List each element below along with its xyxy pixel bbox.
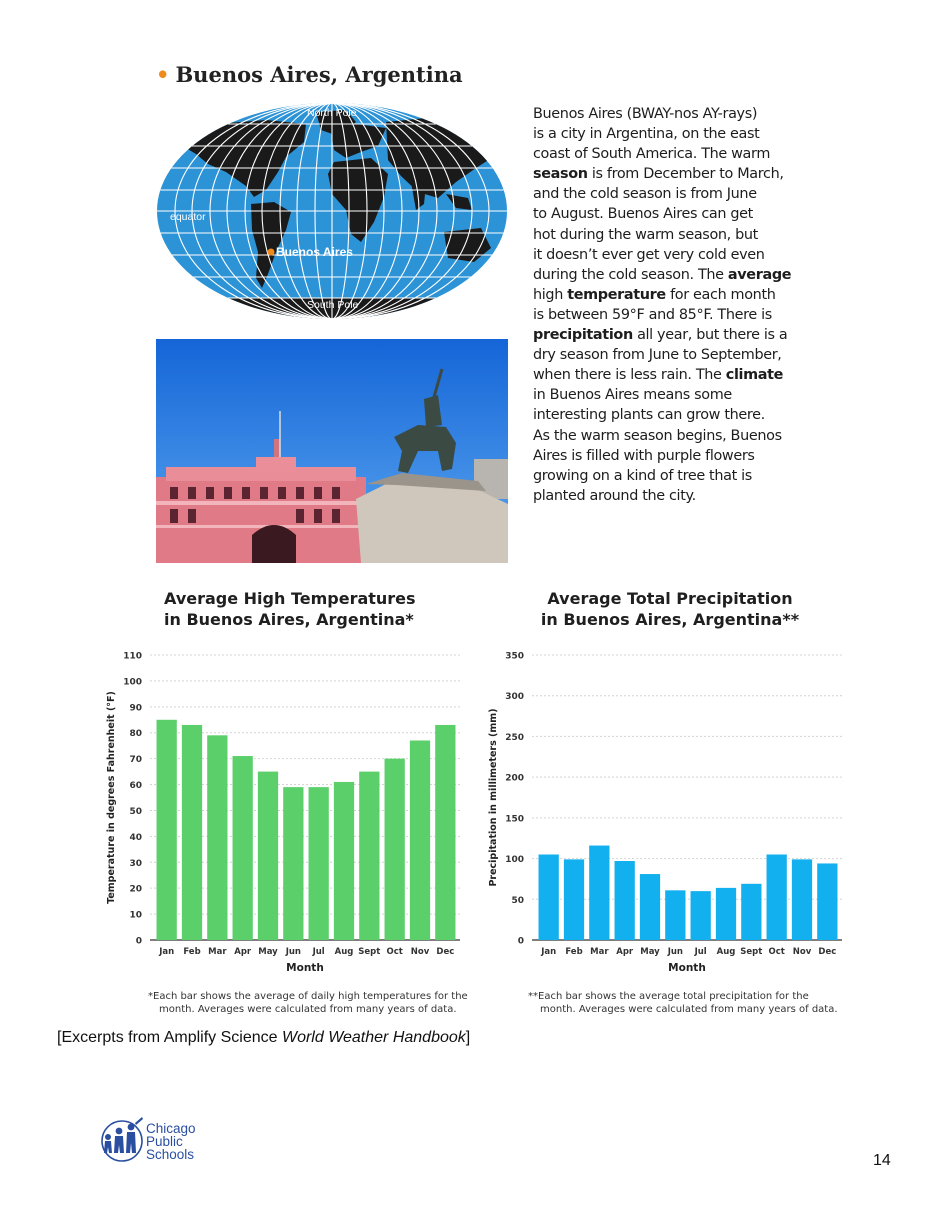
description-text-run: growing on a kind of tree that is [533, 467, 752, 484]
temperature-x-axis-label: Month [286, 962, 324, 974]
heading-title: Buenos Aires, Argentina [175, 62, 463, 87]
precipitation-bar-jun [665, 890, 685, 940]
description-text-run: hot during the warm season, but [533, 226, 758, 243]
temperature-x-tick-label: Sept [358, 947, 381, 957]
precipitation-y-axis-label: Precipitation in millimeters (mm) [488, 708, 499, 887]
description-line [533, 365, 795, 385]
description-text-run: to August. Buenos Aires can get [533, 206, 753, 223]
temperature-y-tick-label: 50 [129, 806, 142, 817]
precipitation-y-tick-label: 150 [505, 814, 524, 825]
precipitation-bar-sept [741, 884, 761, 940]
description-text-run: interesting plants can grow there. [533, 407, 765, 424]
cps-logo-figures-icon [98, 1115, 146, 1163]
precipitation-bar-chart [482, 645, 852, 980]
description-text-run: As the warm season begins, Buenos [533, 427, 782, 444]
precipitation-footnote [528, 990, 858, 1016]
description-line [533, 426, 795, 446]
temperature-footnote-line2: month. Averages were calculated from many years of data. [159, 1004, 457, 1015]
description-text-run: during the cold season. The [533, 266, 728, 283]
temperature-bar-mar [207, 735, 227, 940]
temperature-y-tick-label: 100 [123, 677, 142, 688]
casa-rosada-photo [156, 339, 508, 563]
north-pole-label: North Pole [307, 107, 357, 119]
description-line [533, 405, 795, 425]
temperature-bar-apr [233, 756, 253, 940]
precipitation-bar-apr [615, 861, 635, 940]
source-citation [57, 1029, 470, 1047]
description-text-run: it doesn’t ever get very cold even [533, 246, 765, 263]
temperature-x-tick-label: Dec [436, 947, 455, 957]
temperature-chart-title-line1: Average High Temperatures [164, 589, 416, 608]
description-line [533, 164, 795, 184]
source-suffix: ] [465, 1029, 471, 1046]
temperature-x-tick-label: Feb [183, 947, 201, 957]
description-line [533, 446, 795, 466]
precipitation-bar-jan [539, 855, 559, 941]
temperature-x-tick-label: Jan [159, 947, 175, 957]
temperature-bar-feb [182, 725, 202, 940]
world-map-graphic [156, 102, 508, 320]
description-text-run: dry season from June to September, [533, 347, 782, 364]
temperature-bar-chart [100, 645, 470, 980]
vocabulary-term: average [727, 266, 792, 283]
description-text-run: is between 59°F and 85°F. There is [533, 306, 772, 323]
page-heading [156, 62, 463, 87]
temperature-y-tick-label: 30 [129, 858, 142, 869]
precipitation-x-tick-label: Jun [667, 947, 683, 957]
precipitation-chart-title-line1: Average Total Precipitation [547, 589, 793, 608]
precipitation-bar-nov [792, 859, 812, 940]
temperature-y-tick-label: 10 [129, 910, 142, 921]
precipitation-y-tick-label: 250 [505, 732, 524, 743]
precipitation-bar-feb [564, 859, 584, 940]
logo-line1: Chicago [146, 1121, 196, 1136]
precipitation-x-tick-label: Jan [541, 947, 557, 957]
temperature-x-tick-label: Mar [208, 947, 227, 957]
temperature-bar-nov [410, 741, 430, 941]
description-text-run: high [533, 286, 568, 303]
heading-bullet: • [156, 62, 170, 87]
temperature-y-tick-label: 20 [129, 884, 142, 895]
temperature-y-tick-label: 40 [129, 832, 142, 843]
precipitation-x-tick-label: Sept [740, 947, 763, 957]
description-line [533, 325, 795, 345]
precipitation-chart-title [520, 588, 820, 630]
cps-logo [98, 1113, 228, 1165]
precipitation-chart-title-line2: in Buenos Aires, Argentina** [540, 610, 800, 629]
precipitation-x-tick-label: Aug [716, 947, 736, 957]
description-line [533, 225, 795, 245]
precipitation-footnote-line2: month. Averages were calculated from many years of data. [540, 1004, 838, 1015]
description-text-run: for each month [665, 286, 776, 303]
vocabulary-term: season [533, 166, 588, 183]
description-line [533, 486, 795, 506]
precipitation-x-tick-label: Dec [818, 947, 837, 957]
buenos-aires-marker [268, 249, 275, 256]
precipitation-y-tick-label: 100 [505, 855, 524, 866]
vocabulary-term: temperature [567, 286, 666, 303]
precipitation-x-tick-label: Apr [616, 947, 634, 957]
source-title: World Weather Handbook [281, 1029, 466, 1046]
description-line [533, 104, 795, 124]
precipitation-x-axis-label: Month [668, 962, 706, 974]
photo-graphic [156, 339, 508, 563]
temperature-chart-title-line2: in Buenos Aires, Argentina* [164, 610, 414, 629]
temperature-bar-dec [435, 725, 455, 940]
description-text-run: coast of South America. The warm [533, 146, 771, 163]
temperature-bar-jan [157, 720, 177, 940]
description-text-run: when there is less rain. The [533, 367, 726, 384]
precipitation-footnote-line1: **Each bar shows the average total precipitation for the [528, 991, 809, 1002]
page-number: 14 [873, 1152, 891, 1169]
precipitation-x-tick-label: Jul [694, 947, 707, 957]
city-label: Buenos Aires [276, 245, 353, 259]
description-line [533, 124, 795, 144]
temperature-y-tick-label: 60 [129, 781, 142, 792]
description-line [533, 345, 795, 365]
temperature-x-tick-label: Oct [386, 947, 403, 957]
temperature-bar-oct [385, 759, 405, 940]
precipitation-bar-jul [691, 891, 711, 940]
world-map [156, 102, 508, 320]
temperature-footnote [148, 990, 478, 1016]
temperature-bar-aug [334, 782, 354, 940]
vocabulary-term: precipitation [533, 327, 633, 344]
temperature-x-tick-label: Nov [410, 947, 430, 957]
temperature-bar-jul [309, 787, 329, 940]
temperature-x-tick-label: Apr [234, 947, 252, 957]
temperature-footnote-line1: *Each bar shows the average of daily high temperatures for the [148, 991, 468, 1002]
temperature-y-tick-label: 110 [123, 651, 142, 662]
description-line [533, 385, 795, 405]
precipitation-y-tick-label: 350 [505, 651, 524, 662]
description-text [533, 104, 795, 506]
precipitation-bar-mar [589, 846, 609, 940]
temperature-y-axis-label: Temperature in degrees Fahrenheit (°F) [106, 691, 117, 904]
temperature-chart-title [130, 588, 440, 630]
temperature-x-tick-label: May [258, 947, 278, 957]
precipitation-bar-may [640, 874, 660, 940]
description-line [533, 466, 795, 486]
precipitation-y-tick-label: 300 [505, 692, 524, 703]
precipitation-bar-oct [767, 855, 787, 941]
description-line [533, 285, 795, 305]
temperature-y-tick-label: 90 [129, 703, 142, 714]
precipitation-x-tick-label: Oct [768, 947, 785, 957]
temperature-x-tick-label: Aug [334, 947, 354, 957]
precipitation-bar-aug [716, 888, 736, 940]
logo-line3: Schools [146, 1147, 195, 1162]
description-text-run: is a city in Argentina, on the east [533, 126, 760, 143]
source-prefix: [Excerpts from Amplify Science [57, 1029, 282, 1046]
temperature-y-tick-label: 0 [135, 936, 142, 947]
precipitation-y-tick-label: 50 [511, 895, 524, 906]
south-pole-label: South Pole [307, 299, 359, 311]
temperature-bar-jun [283, 787, 303, 940]
description-text-run: and the cold season is from June [533, 186, 757, 203]
temperature-y-tick-label: 80 [129, 729, 142, 740]
precipitation-x-tick-label: Mar [590, 947, 609, 957]
description-text-run: is from December to March, [587, 166, 784, 183]
description-line [533, 305, 795, 325]
description-text-run: in Buenos Aires means some [533, 387, 732, 404]
temperature-x-tick-label: Jul [312, 947, 325, 957]
precipitation-x-tick-label: Nov [792, 947, 812, 957]
precipitation-bar-dec [817, 863, 837, 940]
description-line [533, 184, 795, 204]
logo-line2: Public [146, 1134, 183, 1149]
description-text-run: Buenos Aires (BWAY-nos AY-rays) [533, 106, 758, 122]
precipitation-x-tick-label: May [640, 947, 660, 957]
description-line [533, 204, 795, 224]
precipitation-y-tick-label: 200 [505, 773, 524, 784]
precipitation-y-tick-label: 0 [517, 936, 524, 947]
temperature-bar-sept [359, 772, 379, 940]
temperature-x-tick-label: Jun [285, 947, 301, 957]
temperature-bar-may [258, 772, 278, 940]
description-text-run: planted around the city. [533, 487, 696, 504]
description-line [533, 265, 795, 285]
description-line [533, 245, 795, 265]
precipitation-x-tick-label: Feb [565, 947, 583, 957]
description-line [533, 144, 795, 164]
vocabulary-term: climate [725, 367, 784, 384]
temperature-y-tick-label: 70 [129, 755, 142, 766]
description-text-run: Aires is filled with purple flowers [533, 447, 755, 464]
description-text-run: all year, but there is a [632, 327, 788, 344]
equator-label: equator [170, 211, 206, 223]
